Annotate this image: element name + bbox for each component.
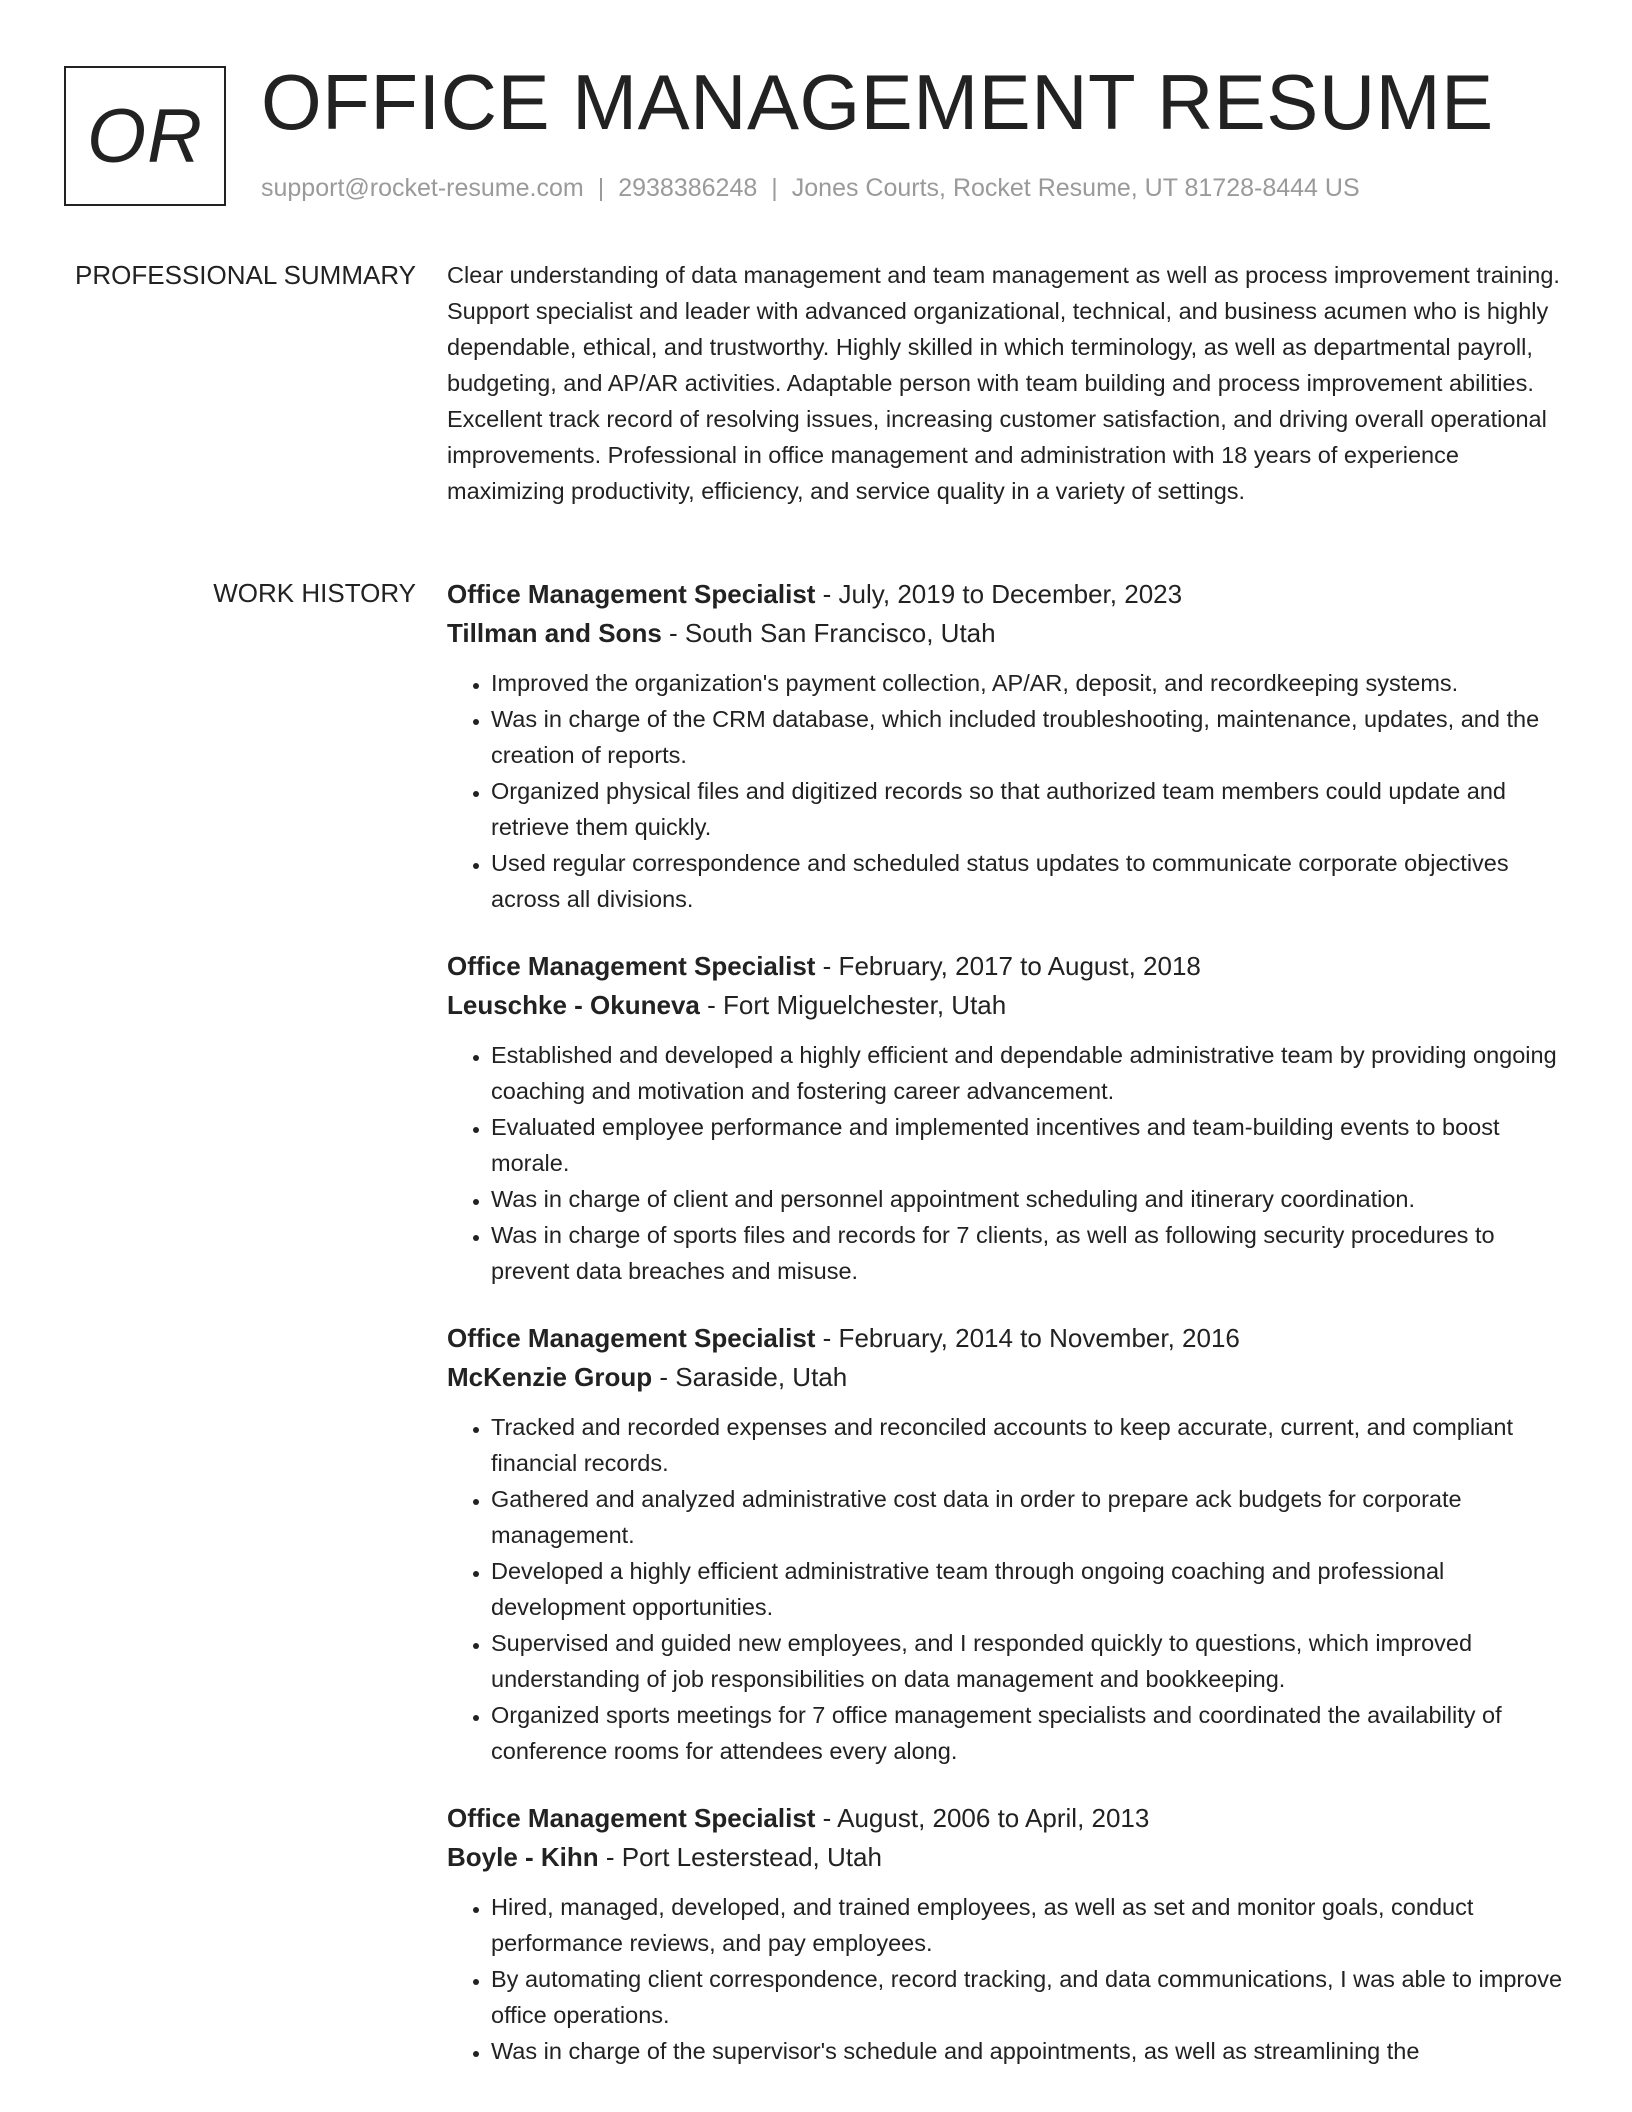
job-bullet: • Tracked and recorded expenses and reconciled accounts to keep accurate, current, and compliant financial records. <box>491 1409 1567 1481</box>
job-dates: - August, 2006 to April, 2013 <box>815 1803 1150 1833</box>
job-company: Tillman and Sons <box>447 618 662 648</box>
job-bullets <box>447 665 1567 917</box>
job-bullets <box>447 1889 1567 2069</box>
job-location: - Port Lesterstead, Utah <box>598 1842 882 1872</box>
job-bullet: • Was in charge of sports files and records for 7 clients, as well as following security procedures to prevent data breaches and misuse. <box>491 1217 1567 1289</box>
job-bullet: • Evaluated employee performance and implemented incentives and team-building events to boost morale. <box>491 1109 1567 1181</box>
job-bullet: • Was in charge of the supervisor's schedule and appointments, as well as streamlining the <box>491 2033 1567 2069</box>
job-company-line <box>447 986 1567 1025</box>
job-company: Boyle - Kihn <box>447 1842 599 1872</box>
contact-phone: 2938386248 <box>618 174 758 202</box>
job-entry <box>447 575 1567 917</box>
job-company: Leuschke - Okuneva <box>447 990 700 1020</box>
work-history-label: WORK HISTORY <box>213 578 416 608</box>
job-bullet: • Organized physical files and digitized records so that authorized team members could update and retrieve them quickly. <box>491 773 1567 845</box>
job-bullets <box>447 1037 1567 1289</box>
job-bullet: • Used regular correspondence and scheduled status updates to communicate corporate objectives across all divisions. <box>491 845 1567 917</box>
contact-email: support@rocket-resume.com <box>261 174 584 202</box>
job-location: - Fort Miguelchester, Utah <box>699 990 1007 1020</box>
job-company-line <box>447 1838 1567 1877</box>
job-bullet: • Established and developed a highly efficient and dependable administrative team by providing ongoing coaching and motivation and fostering career advancement. <box>491 1037 1567 1109</box>
job-title-line <box>447 947 1567 986</box>
job-bullet: • Hired, managed, developed, and trained employees, as well as set and monitor goals, conduct performance reviews, and pay employees. <box>491 1889 1567 1961</box>
job-company-line <box>447 1358 1567 1397</box>
contact-separator: | <box>597 174 605 202</box>
summary-text: Clear understanding of data management and team management as well as process improvement training. Support specialist and leader with advanced organizational, technical, and business acumen who is highly dependable, ethical, and trustworthy. Highly skilled in which terminology, as well as departmental payroll, budgeting, and AP/AR activities. Adaptable person with team building and process improvement abilities. Excellent track record of resolving issues, increasing customer satisfaction, and driving overall operational improvements. Professional in office management and administration with 18 years of experience maximizing productivity, efficiency, and service quality in a variety of settings. <box>447 262 1560 504</box>
resume-title: OFFICE MANAGEMENT RESUME <box>261 58 1494 146</box>
job-bullet: • By automating client correspondence, record tracking, and data communications, I was able to improve office operations. <box>491 1961 1567 2033</box>
contact-line <box>261 174 1360 203</box>
job-title-line <box>447 1799 1567 1838</box>
job-title: Office Management Specialist <box>447 951 816 981</box>
job-location: - South San Francisco, Utah <box>661 618 996 648</box>
job-bullet: • Supervised and guided new employees, and I responded quickly to questions, which improved understanding of job responsibilities on data management and bookkeeping. <box>491 1625 1567 1697</box>
job-bullets <box>447 1409 1567 1769</box>
job-company-line <box>447 614 1567 653</box>
job-bullet: • Was in charge of client and personnel appointment scheduling and itinerary coordination. <box>491 1181 1567 1217</box>
job-title: Office Management Specialist <box>447 1803 816 1833</box>
job-bullet: • Improved the organization's payment collection, AP/AR, deposit, and recordkeeping systems. <box>491 665 1567 701</box>
job-location: - Saraside, Utah <box>652 1362 848 1392</box>
contact-address: Jones Courts, Rocket Resume, UT 81728-8444 US <box>791 174 1360 202</box>
job-bullet: • Was in charge of the CRM database, which included troubleshooting, maintenance, updates, and the creation of reports. <box>491 701 1567 773</box>
job-title-line <box>447 1319 1567 1358</box>
job-title-line <box>447 575 1567 614</box>
job-company: McKenzie Group <box>447 1362 653 1392</box>
job-dates: - July, 2019 to December, 2023 <box>815 579 1183 609</box>
work-history-body <box>447 575 1567 2099</box>
job-entry <box>447 1319 1567 1769</box>
job-title: Office Management Specialist <box>447 1323 816 1353</box>
job-dates: - February, 2017 to August, 2018 <box>815 951 1201 981</box>
contact-separator: | <box>771 174 778 202</box>
summary-label: PROFESSIONAL SUMMARY <box>75 260 416 290</box>
monogram-badge: OR <box>64 66 226 206</box>
job-bullet: • Developed a highly efficient administrative team through ongoing coaching and professional development opportunities. <box>491 1553 1567 1625</box>
job-title: Office Management Specialist <box>447 579 816 609</box>
job-entry <box>447 1799 1567 2069</box>
summary-body <box>447 257 1567 509</box>
job-bullet: • Gathered and analyzed administrative cost data in order to prepare ack budgets for corporate management. <box>491 1481 1567 1553</box>
job-dates: - February, 2014 to November, 2016 <box>815 1323 1240 1353</box>
job-entry <box>447 947 1567 1289</box>
job-bullet: • Organized sports meetings for 7 office management specialists and coordinated the availability of conference rooms for attendees every along. <box>491 1697 1567 1769</box>
